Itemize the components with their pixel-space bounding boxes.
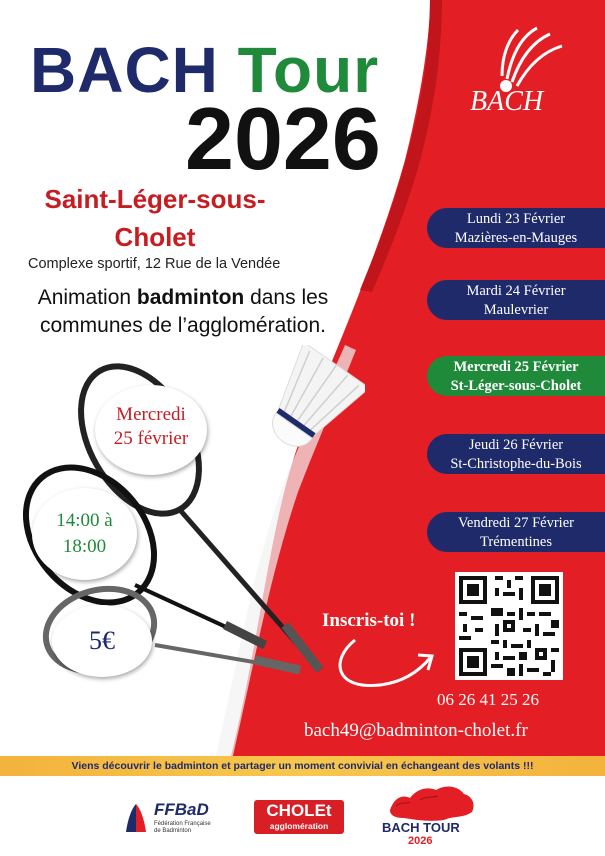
schedule-day-label: Lundi 23 Février [466, 211, 566, 227]
cholet-sub: agglomération [269, 821, 329, 831]
time-line-2: 18:00 [62, 536, 107, 557]
date-line-1: Mercredi [116, 404, 186, 425]
anim-bold: badminton [136, 286, 245, 309]
ffbad-name: FFBaD [154, 800, 209, 819]
city-line-2: Cholet [114, 222, 196, 252]
bach-tour-logo [380, 780, 480, 852]
anim-line-2: communes de l’agglomération. [40, 314, 326, 337]
schedule-day-label: Jeudi 26 Février [468, 437, 564, 453]
anim-pre: Animation [37, 286, 137, 309]
schedule-day-label: Mardi 24 Février [466, 283, 566, 299]
bach-tour-year: 2026 [408, 835, 433, 847]
date-line-2: 25 février [113, 428, 189, 449]
bottom-banner: Viens découvrir le badminton et partager un moment convivial en échangeant des volants !!! [0, 756, 605, 776]
title-bach-word: BACH [30, 34, 219, 106]
schedule-day-1 [427, 208, 605, 248]
price-label: 5€ [89, 626, 115, 655]
curved-arrow-icon [330, 630, 450, 700]
ffbad-logo [122, 800, 232, 840]
phone-number[interactable]: 06 26 41 25 26 [437, 690, 539, 709]
address: Complexe sportif, 12 Rue de la Vendée [28, 256, 281, 272]
city-line-1: Saint-Léger-sous- [44, 184, 266, 214]
email-address[interactable]: bach49@badminton-cholet.fr [304, 720, 528, 741]
schedule-day-4 [427, 434, 605, 474]
cholet-logo [254, 800, 344, 834]
ffbad-sub-2: de Badminton [154, 828, 192, 834]
title-tour-word: Tour [237, 34, 380, 106]
map-region-icon [380, 780, 480, 824]
shuttlecock-logo-icon [462, 24, 582, 94]
time-line-1: 14:00 à [56, 510, 113, 531]
schedule-place-label: Maulevrier [483, 302, 549, 318]
time-bubble [32, 488, 137, 580]
schedule-day-5 [427, 512, 605, 552]
bach-tour-name: BACH TOUR [382, 820, 460, 835]
schedule-day-label: Mercredi 25 Février [453, 359, 579, 375]
ffbad-subtitle [154, 821, 211, 835]
title-year: 2026 [185, 89, 381, 188]
schedule-day-3 [427, 356, 605, 396]
schedule-place-label: St-Léger-sous-Cholet [450, 378, 582, 394]
schedule-place-label: Trémentines [480, 534, 552, 550]
date-bubble [95, 385, 207, 475]
ffbad-feather-icon [122, 802, 152, 836]
cholet-name: CHOLEt [266, 801, 332, 820]
ffbad-sub-1: Fédération Française [154, 821, 211, 827]
schedule-day-label: Vendredi 27 Février [458, 515, 574, 531]
price-bubble [52, 605, 152, 677]
signup-label: Inscris-toi ! [322, 610, 416, 631]
schedule-place-label: St-Christophe-du-Bois [450, 456, 582, 472]
animation-text [18, 284, 348, 340]
city-name [20, 180, 290, 256]
anim-post: dans les [244, 286, 329, 309]
schedule-day-2 [427, 280, 605, 320]
bach-logo [462, 24, 582, 119]
qr-code[interactable] [455, 572, 563, 680]
schedule-place-label: Mazières-en-Mauges [454, 230, 578, 246]
bach-logo-text: BACH [470, 86, 544, 117]
